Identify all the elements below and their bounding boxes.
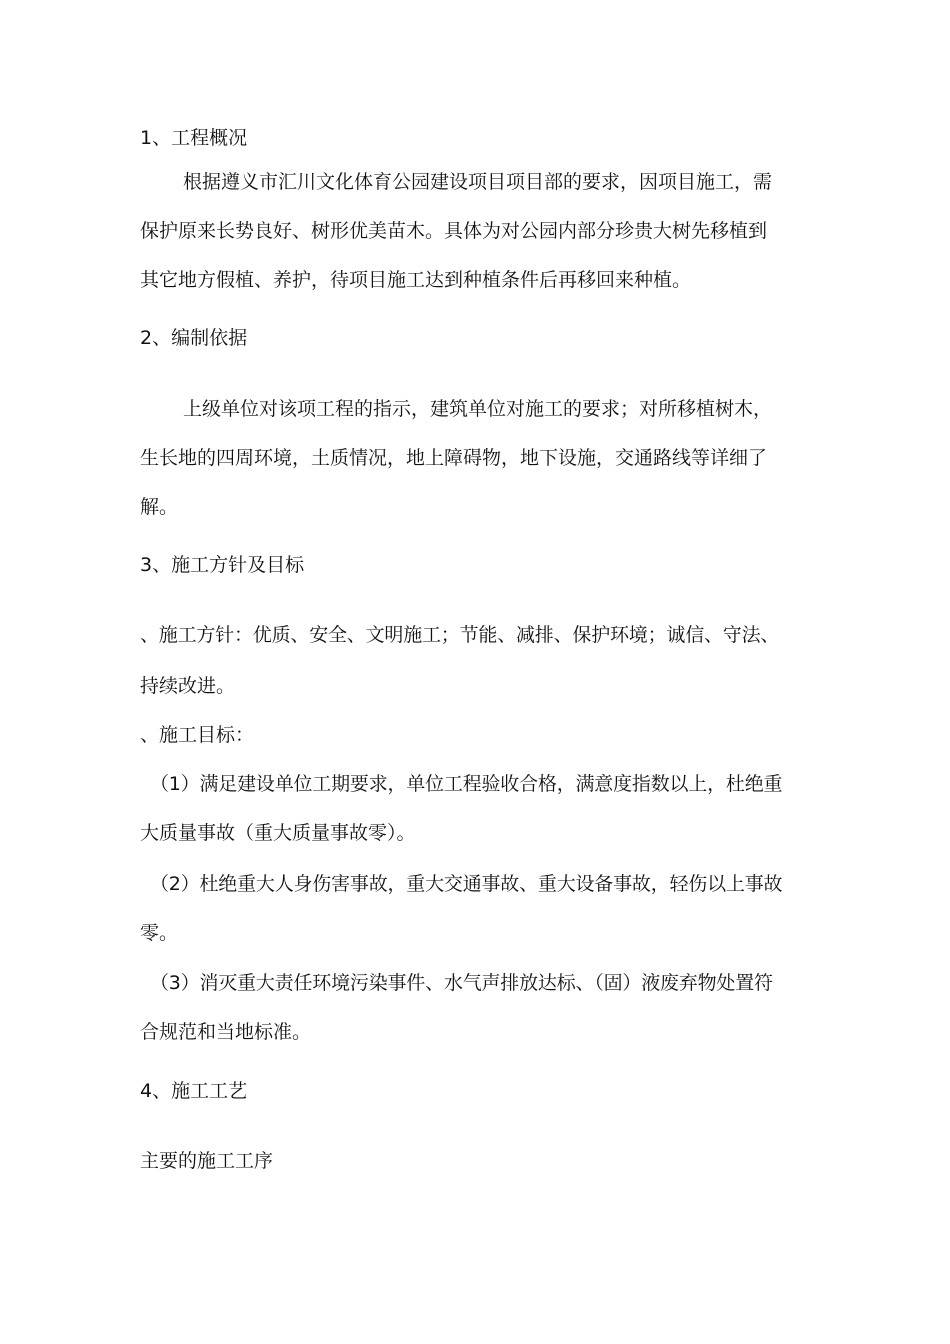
goal-2-line-2: 零。 [140,922,179,944]
construction-goal-heading: 、施工目标： [140,724,255,746]
main-process-heading: 主要的施工工序 [140,1150,274,1172]
goal-1-line-1: （1）满足建设单位工期要求，单位工程验收合格，满意度指数以上，杜绝重 [150,773,783,795]
section-2-heading: 2、编制依据 [140,327,248,349]
goal-2-line-1: （2）杜绝重大人身伤害事故，重大交通事故、重大设备事故，轻伤以上事故 [150,873,783,895]
section-1-paragraph-line-3: 其它地方假植、养护，待项目施工达到种植条件后再移回来种植。 [140,269,692,291]
section-4-heading: 4、施工工艺 [140,1080,248,1102]
goal-3-line-1: （3）消灭重大责任环境污染事件、水气声排放达标、（固）液废弃物处置符 [150,972,773,994]
section-2-paragraph-line-2: 生长地的四周环境，土质情况，地上障碍物，地下设施，交通路线等详细了 [140,447,768,469]
section-2-paragraph-line-1: 上级单位对该项工程的指示，建筑单位对施工的要求；对所移植树木， [183,398,773,420]
section-1-heading: 1、工程概况 [140,127,248,149]
construction-policy-line-1: 、施工方针：优质、安全、文明施工；节能、减排、保护环境；诚信、守法、 [140,624,780,646]
section-1-paragraph-line-1: 根据遵义市汇川文化体育公园建设项目项目部的要求，因项目施工，需 [183,171,773,193]
goal-1-line-2: 大质量事故（重大质量事故零）。 [140,822,416,844]
section-2-paragraph-line-3: 解。 [140,496,179,518]
section-3-heading: 3、施工方针及目标 [140,554,305,576]
goal-3-line-2: 合规范和当地标准。 [140,1021,312,1043]
section-1-paragraph-line-2: 保护原来长势良好、树形优美苗木。具体为对公园内部分珍贵大树先移植到 [140,220,768,242]
construction-policy-line-2: 持续改进。 [140,675,236,697]
